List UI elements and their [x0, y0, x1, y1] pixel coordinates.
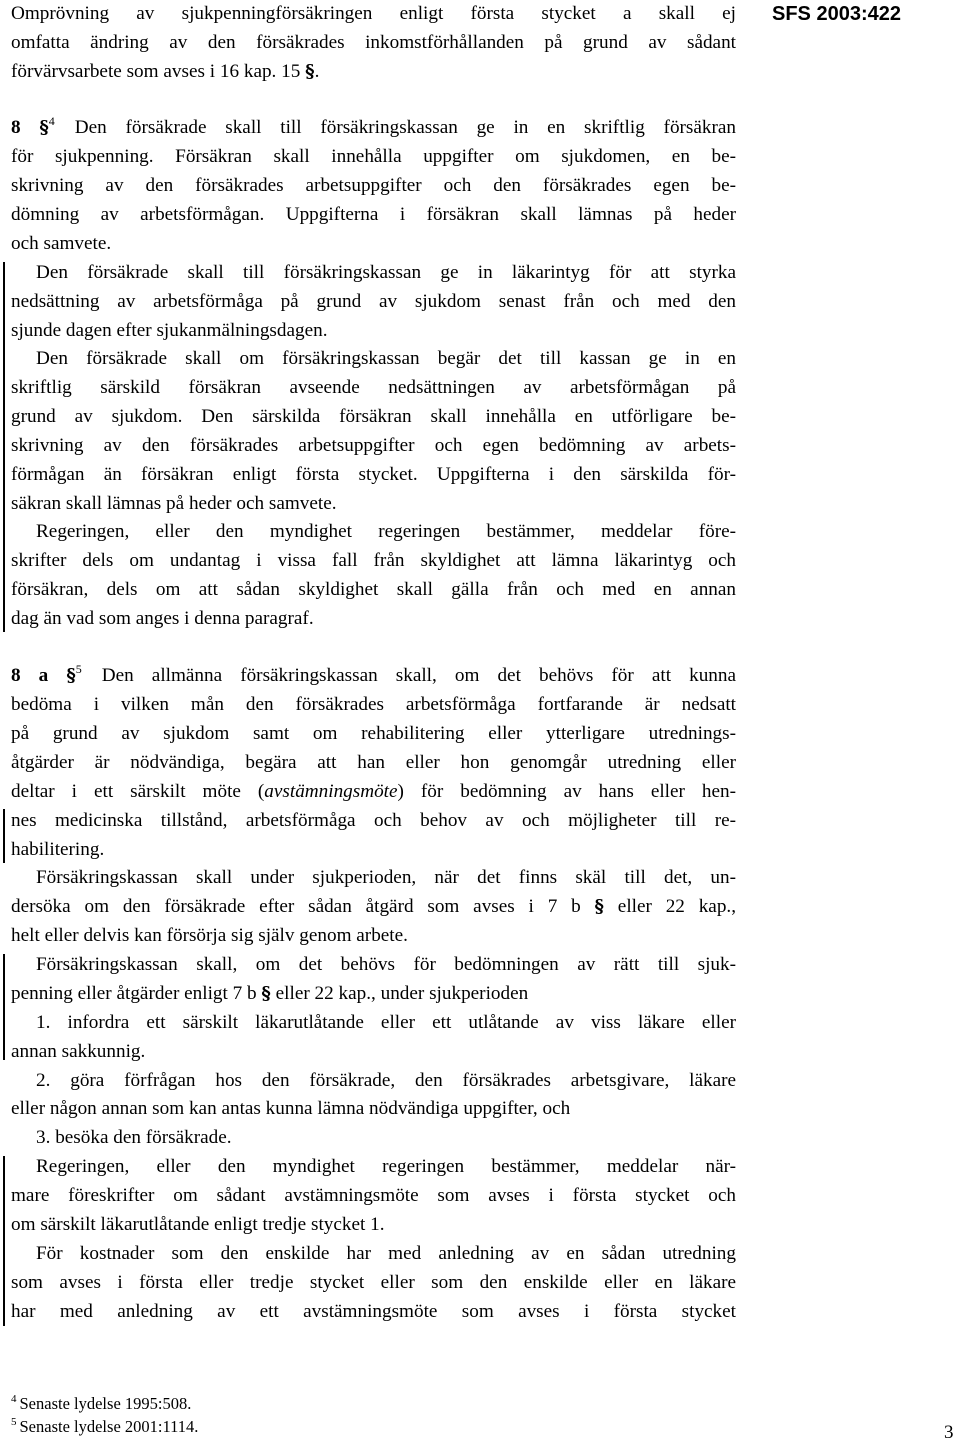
section-sign: § [261, 983, 271, 1004]
text-line: förvärvsarbete som avses i 16 kap. 15 §. [11, 61, 320, 82]
change-bar [3, 262, 5, 632]
text-line: helt eller delvis kan försörja sig själv genom arbete. [11, 925, 408, 946]
text-line: säkran skall lämnas på heder och samvete. [11, 493, 337, 514]
section-number: 8 [11, 117, 21, 138]
footnote-ref: 4 [48, 114, 55, 128]
section-number: 8 a [11, 665, 49, 686]
running-header: SFS 2003:422 [772, 3, 901, 25]
text-line: Regeringen, eller den myndighet regeringen bestämmer, meddelar när- [36, 1156, 736, 1177]
text-line: skrifter dels om undantag i vissa fall från skyldighet att lämna läkarintyg och [11, 550, 736, 571]
list-item: 3. besöka den försäkrade. [36, 1127, 232, 1148]
change-bar [3, 1156, 5, 1326]
text-line: skriftlig särskild försäkran avseende nedsättningen av arbetsförmågan på [11, 377, 736, 398]
text-line: Den försäkrade skall om försäkringskassan begär det till kassan ge in en [36, 348, 736, 369]
change-bar [3, 954, 5, 1060]
text-line: mare föreskrifter om sådant avstämningsmöte som avses i första stycket och [11, 1185, 736, 1206]
text-line: Försäkringskassan skall under sjukperioden, när det finns skäl till det, un- [36, 867, 736, 888]
footnote: $^5$ Senaste lydelse 2001:1114. [11, 1416, 199, 1436]
text-line: För kostnader som den enskilde har med anledning av en sådan utredning [36, 1243, 736, 1264]
text-line: för sjukpenning. Försäkran skall innehålla uppgifter om sjukdomen, en be- [11, 146, 736, 167]
text-line: habilitering. [11, 839, 105, 860]
list-item: 2. göra förfrågan hos den försäkrade, den försäkrades arbetsgivare, läkare [36, 1070, 736, 1091]
text-line: Den försäkrade skall till försäkringskassan ge in läkarintyg för att styrka [36, 262, 736, 283]
text-line: deltar i ett särskilt möte (avstämningsmöte) för bedömning av hans eller hen- [11, 781, 736, 802]
text-line: och samvete. [11, 233, 112, 254]
text-line: grund av sjukdom. Den särskilda försäkran skall innehålla en utförligare be- [11, 406, 736, 427]
text-line: bedöma i vilken mån den försäkrades arbetsförmåga fortfarande är nedsatt [11, 694, 736, 715]
change-bar [3, 809, 5, 863]
text-line: på grund av sjukdom samt om rehabilitering eller ytterligare utrednings- [11, 723, 736, 744]
text-line: annan sakkunnig. [11, 1041, 146, 1062]
defined-term: avstämningsmöte [264, 781, 398, 802]
text-line: Omprövning av sjukpenningförsäkringen enligt första stycket a skall ej [11, 3, 736, 24]
text-line: dersöka om den försäkrade efter sådan åtgärd som avses i 7 b § eller 22 kap., [11, 896, 737, 917]
text-line: skrivning av den försäkrades arbetsuppgifter och den försäkrades egen be- [11, 175, 736, 196]
footnote-ref: 5 [75, 662, 82, 676]
section-sign: § [594, 896, 604, 917]
section-8-heading-line: 8 §$^4$ Den försäkrade skall till försäkringskassan ge in en skriftlig försäkran [11, 114, 736, 138]
text-line: Regeringen, eller den myndighet regeringen bestämmer, meddelar före- [36, 521, 736, 542]
section-sign: § [39, 117, 49, 138]
text-line: nes medicinska tillstånd, arbetsförmåga och behov av och möjligheter till re- [11, 810, 736, 831]
text-line: försäkran, dels om att sådan skyldighet skall gälla från och med en annan [11, 579, 736, 600]
footnote-number: 5 [11, 1416, 17, 1428]
text-line: som avses i första eller tredje stycket eller som den enskilde eller en läkare [11, 1272, 736, 1293]
text-line: eller någon annan som kan antas kunna lämna nödvändiga uppgifter, och [11, 1098, 571, 1119]
text-line: har med anledning av ett avstämningsmöte som avses i första stycket [11, 1301, 736, 1322]
text-line: om särskilt läkarutlåtande enligt tredje stycket 1. [11, 1214, 385, 1235]
text-line: förmågan än försäkran enligt första stycket. Uppgifterna i den särskilda för- [11, 464, 736, 485]
text-line: omfatta ändring av den försäkrades inkomstförhållanden på grund av sådant [11, 32, 736, 53]
text-line: åtgärder är nödvändiga, begära att han eller hon genomgår utredning eller [11, 752, 736, 773]
text-line: Försäkringskassan skall, om det behövs för bedömningen av rätt till sjuk- [36, 954, 736, 975]
text-line: sjunde dagen efter sjukanmälningsdagen. [11, 320, 328, 341]
section-8a-heading-line: 8 a §$^5$ Den allmänna försäkringskassan skall, om det behövs för att kunna [11, 662, 736, 686]
text-line: nedsättning av arbetsförmåga på grund av sjukdom senast från och med den [11, 291, 736, 312]
text-line: skrivning av den försäkrades arbetsuppgifter och egen bedömning av arbets- [11, 435, 736, 456]
text-line: penning eller åtgärder enligt 7 b § eller 22 kap., under sjukperioden [11, 983, 529, 1004]
section-sign: § [66, 665, 76, 686]
list-item: 1. infordra ett särskilt läkarutlåtande eller ett utlåtande av viss läkare eller [36, 1012, 736, 1033]
footnote: $^4$ Senaste lydelse 1995:508. [11, 1393, 192, 1413]
footnote-number: 4 [11, 1393, 17, 1405]
page-number: 3 [944, 1422, 954, 1443]
text-line: dag än vad som anges i denna paragraf. [11, 608, 314, 629]
text-line: dömning av arbetsförmågan. Uppgifterna i försäkran skall lämnas på heder [11, 204, 736, 225]
section-sign: § [305, 61, 315, 82]
